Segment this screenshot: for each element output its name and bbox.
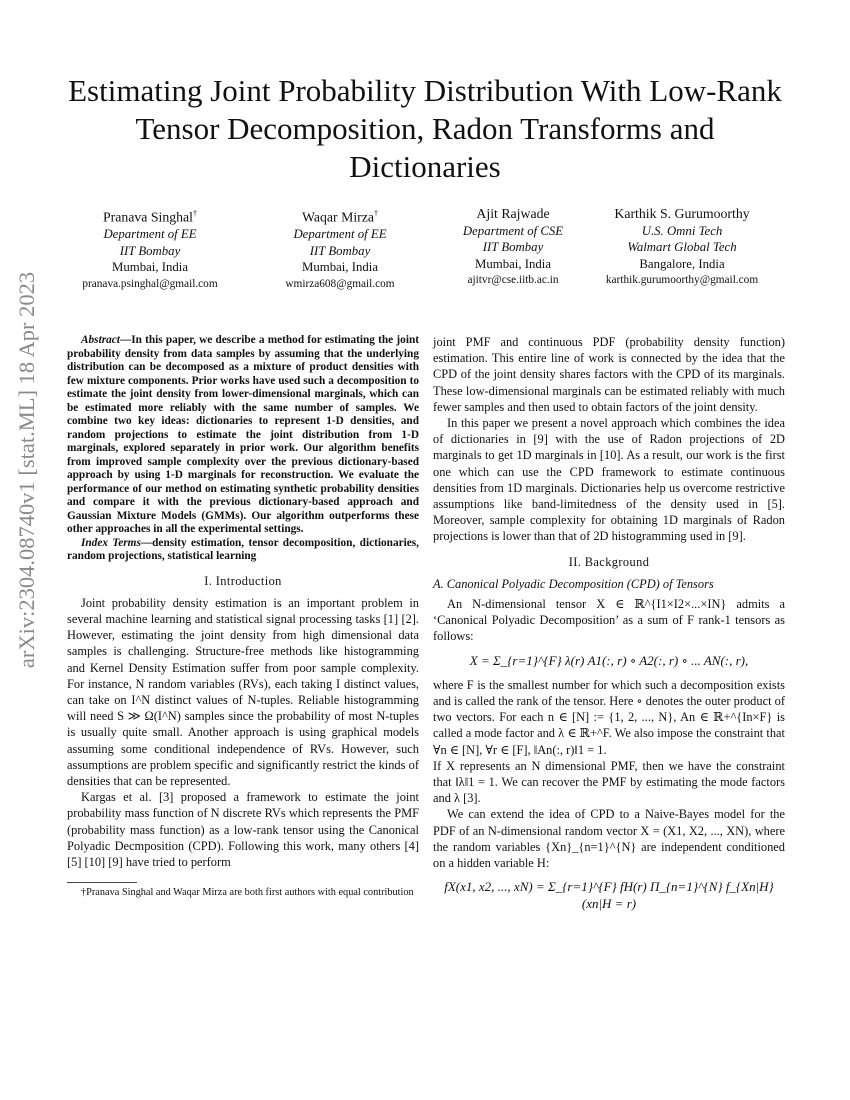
abstract bbox=[67, 334, 419, 537]
author-mark: † bbox=[374, 209, 379, 218]
index-terms-text: —density estimation, tensor decomposition, dictionaries, random projections, statistical learning bbox=[67, 536, 419, 562]
background-paragraph-4: We can extend the idea of CPD to a Naive-Bayes model for the PDF of an N-dimensional random vector X = (X1, X2, ..., XN), where the random variables {Xn}_{n=1}^{N} are independent conditioned on a hidden variable H: bbox=[433, 807, 785, 871]
abstract-label: Abstract bbox=[81, 334, 120, 346]
intro-paragraph-2: Kargas et al. [3] proposed a framework to estimate the joint probability mass function of N discrete RVs which represents the PMF (probability mass function) as a low-rank tensor using the Canonical Polyadic Decmposition (CPD). Following this work, many others [4] [5] [10] [9] have tried to perform bbox=[67, 790, 419, 869]
section-heading-background: II. Background bbox=[568, 554, 650, 569]
left-column bbox=[67, 334, 419, 900]
author-2 bbox=[250, 206, 430, 292]
background-paragraph-1: An N-dimensional tensor X ∈ ℝ^{I1×I2×...×IN} admits a ‘Canonical Polyadic Decomposition’ as a sum of F rank-1 tensors as follows: bbox=[433, 597, 785, 644]
index-terms-label: Index Terms bbox=[81, 536, 141, 549]
author-name: Ajit Rajwade bbox=[476, 206, 550, 221]
author-inst: IIT Bombay bbox=[119, 243, 181, 258]
section-heading-introduction: I. Introduction bbox=[204, 573, 282, 588]
equation-naive-bayes: fX(x1, x2, ..., xN) = Σ_{r=1}^{F} fH(r) Π_{n=1}^{N} f_{Xn|H}(xn|H = r) bbox=[444, 879, 774, 911]
author-location: Mumbai, India bbox=[474, 256, 552, 271]
subsection-heading-cpd: A. Canonical Polyadic Decomposition (CPD) of Tensors bbox=[433, 576, 714, 591]
author-mark: † bbox=[193, 209, 198, 218]
footnote: †Pranava Singhal and Waqar Mirza are both first authors with equal contribution bbox=[81, 887, 414, 899]
author-email: pranava.psinghal@gmail.com bbox=[82, 277, 218, 290]
author-email: karthik.gurumoorthy@gmail.com bbox=[605, 274, 759, 286]
intro-paragraph-1: Joint probability density estimation is an important problem in several machine learning and statistical signal processing tasks [1] [2]. However, estimating the joint density from high dimensional data samples is challenging. Structure-free methods like histogramming and Kernel Density Estimation suffer from poor sample complexity. For instance, N random variables (RVs), each taking I distinct values, can take on I^N distinct values of N-tuples. Reliable histogramming will need S ≫ Ω(I^N) samples since the probability of most N-tuples is usually quite small. Another approach is using graphical models assuming some conditional independence of RVs. However, such assumptions are problem specific and significantly restrict the kinds of densities that can be represented. bbox=[67, 595, 419, 788]
author-location: Bangalore, India bbox=[639, 256, 725, 271]
author-name: Waqar Mirza bbox=[301, 209, 375, 225]
author-email: ajitvr@cse.iitb.ac.in bbox=[467, 274, 559, 286]
author-1 bbox=[60, 206, 240, 292]
author-4 bbox=[582, 206, 782, 289]
right-column bbox=[433, 334, 785, 920]
author-name: Karthik S. Gurumoorthy bbox=[614, 206, 750, 221]
index-terms bbox=[67, 537, 419, 564]
author-inst: IIT Bombay bbox=[309, 243, 371, 258]
arxiv-identifier: arXiv:2304.08740v1 [stat.ML] 18 Apr 2023 bbox=[14, 271, 39, 669]
background-paragraph-2: where F is the smallest number for which such a decomposition exists and is called the rank of the tensor. Here ∘ denotes the outer product of two vectors. For each n ∈ [N] := {1, 2, ..., N}, An ∈ ℝ+^{In×F} is called a mode factor and λ ∈ ℝ+^F. We also impose the constraint that ∀n ∈ [N], ∀r ∈ [F], ‖An(:, r)‖1 = 1. bbox=[433, 677, 785, 757]
background-paragraph-3: If X represents an N dimensional PMF, then we have the constraint that ‖λ‖1 = 1. We can recover the PMF by estimating the mode factors and λ [3]. bbox=[433, 758, 785, 806]
author-dept: U.S. Omni Tech bbox=[641, 223, 723, 238]
equation-cpd: X = Σ_{r=1}^{F} λ(r) A1(:, r) ∘ A2(:, r) ∘ ... AN(:, r), bbox=[469, 652, 749, 668]
author-inst: Walmart Global Tech bbox=[627, 240, 737, 254]
author-location: Mumbai, India bbox=[111, 260, 189, 275]
abstract-text: —In this paper, we describe a method for estimating the joint probability density from data samples by assuming that the underlying distribution can be decomposed as a mixture of product densities with few mixture components. Prior works have used such a decomposition to estimate the joint density from lower-dimensional marginals, which can be estimated more reliably with the same number of samples. We combine two key ideas: dictionaries to represent 1-D densities, and random projections to estimate the joint distribution from 1-D marginals, explored separately in prior work. Our algorithm benefits from improved sample complexity over the previous dictionary-based approach by using 1-D marginals for reconstruction. We evaluate the performance of our method on estimating synthetic probability densities and compare it with the previous dictionary-based approach and Gaussian Mixture Models (GMMs). Our algorithm outperforms these other approaches in all the experimental settings. bbox=[67, 334, 419, 535]
author-3 bbox=[423, 206, 603, 289]
right-paragraph-2: In this paper we present a novel approach which combines the idea of dictionaries in [9] with the use of Radon projections of 2D marginals to get 1D marginals in [10]. As a result, our work is the first one which can use the CPD framework to estimate continuous densities from 1D marginals. Dictionaries help us overcome restrictive assumptions like band-limitedness of the density used in [5]. Moreover, sample complexity for obtaining 1D marginals of Radon projections is lower than that of 2D histogramming used in [9]. bbox=[433, 416, 785, 544]
author-location: Mumbai, India bbox=[301, 260, 379, 275]
arxiv-sidebar bbox=[4, 271, 50, 669]
author-dept: Department of CSE bbox=[462, 223, 564, 238]
author-email: wmirza608@gmail.com bbox=[285, 277, 395, 290]
right-paragraph-1: joint PMF and continuous PDF (probability density function) estimation. This entire line of work is connected by the idea that the CPD of the joint density shares factors with the CPD of its marginals. These low-dimensional marginals can be estimated reliably with much fewer samples and then used to obtain factors of the joint density. bbox=[433, 335, 785, 414]
author-inst: IIT Bombay bbox=[482, 240, 544, 254]
author-dept: Department of EE bbox=[103, 227, 197, 242]
footnote-divider bbox=[67, 882, 137, 883]
paper-title: Estimating Joint Probability Distribution With Low-Rank Tensor Decomposition, Radon Transforms and Dictionaries bbox=[68, 73, 782, 184]
author-dept: Department of EE bbox=[293, 227, 387, 242]
author-name: Pranava Singhal bbox=[102, 209, 194, 225]
